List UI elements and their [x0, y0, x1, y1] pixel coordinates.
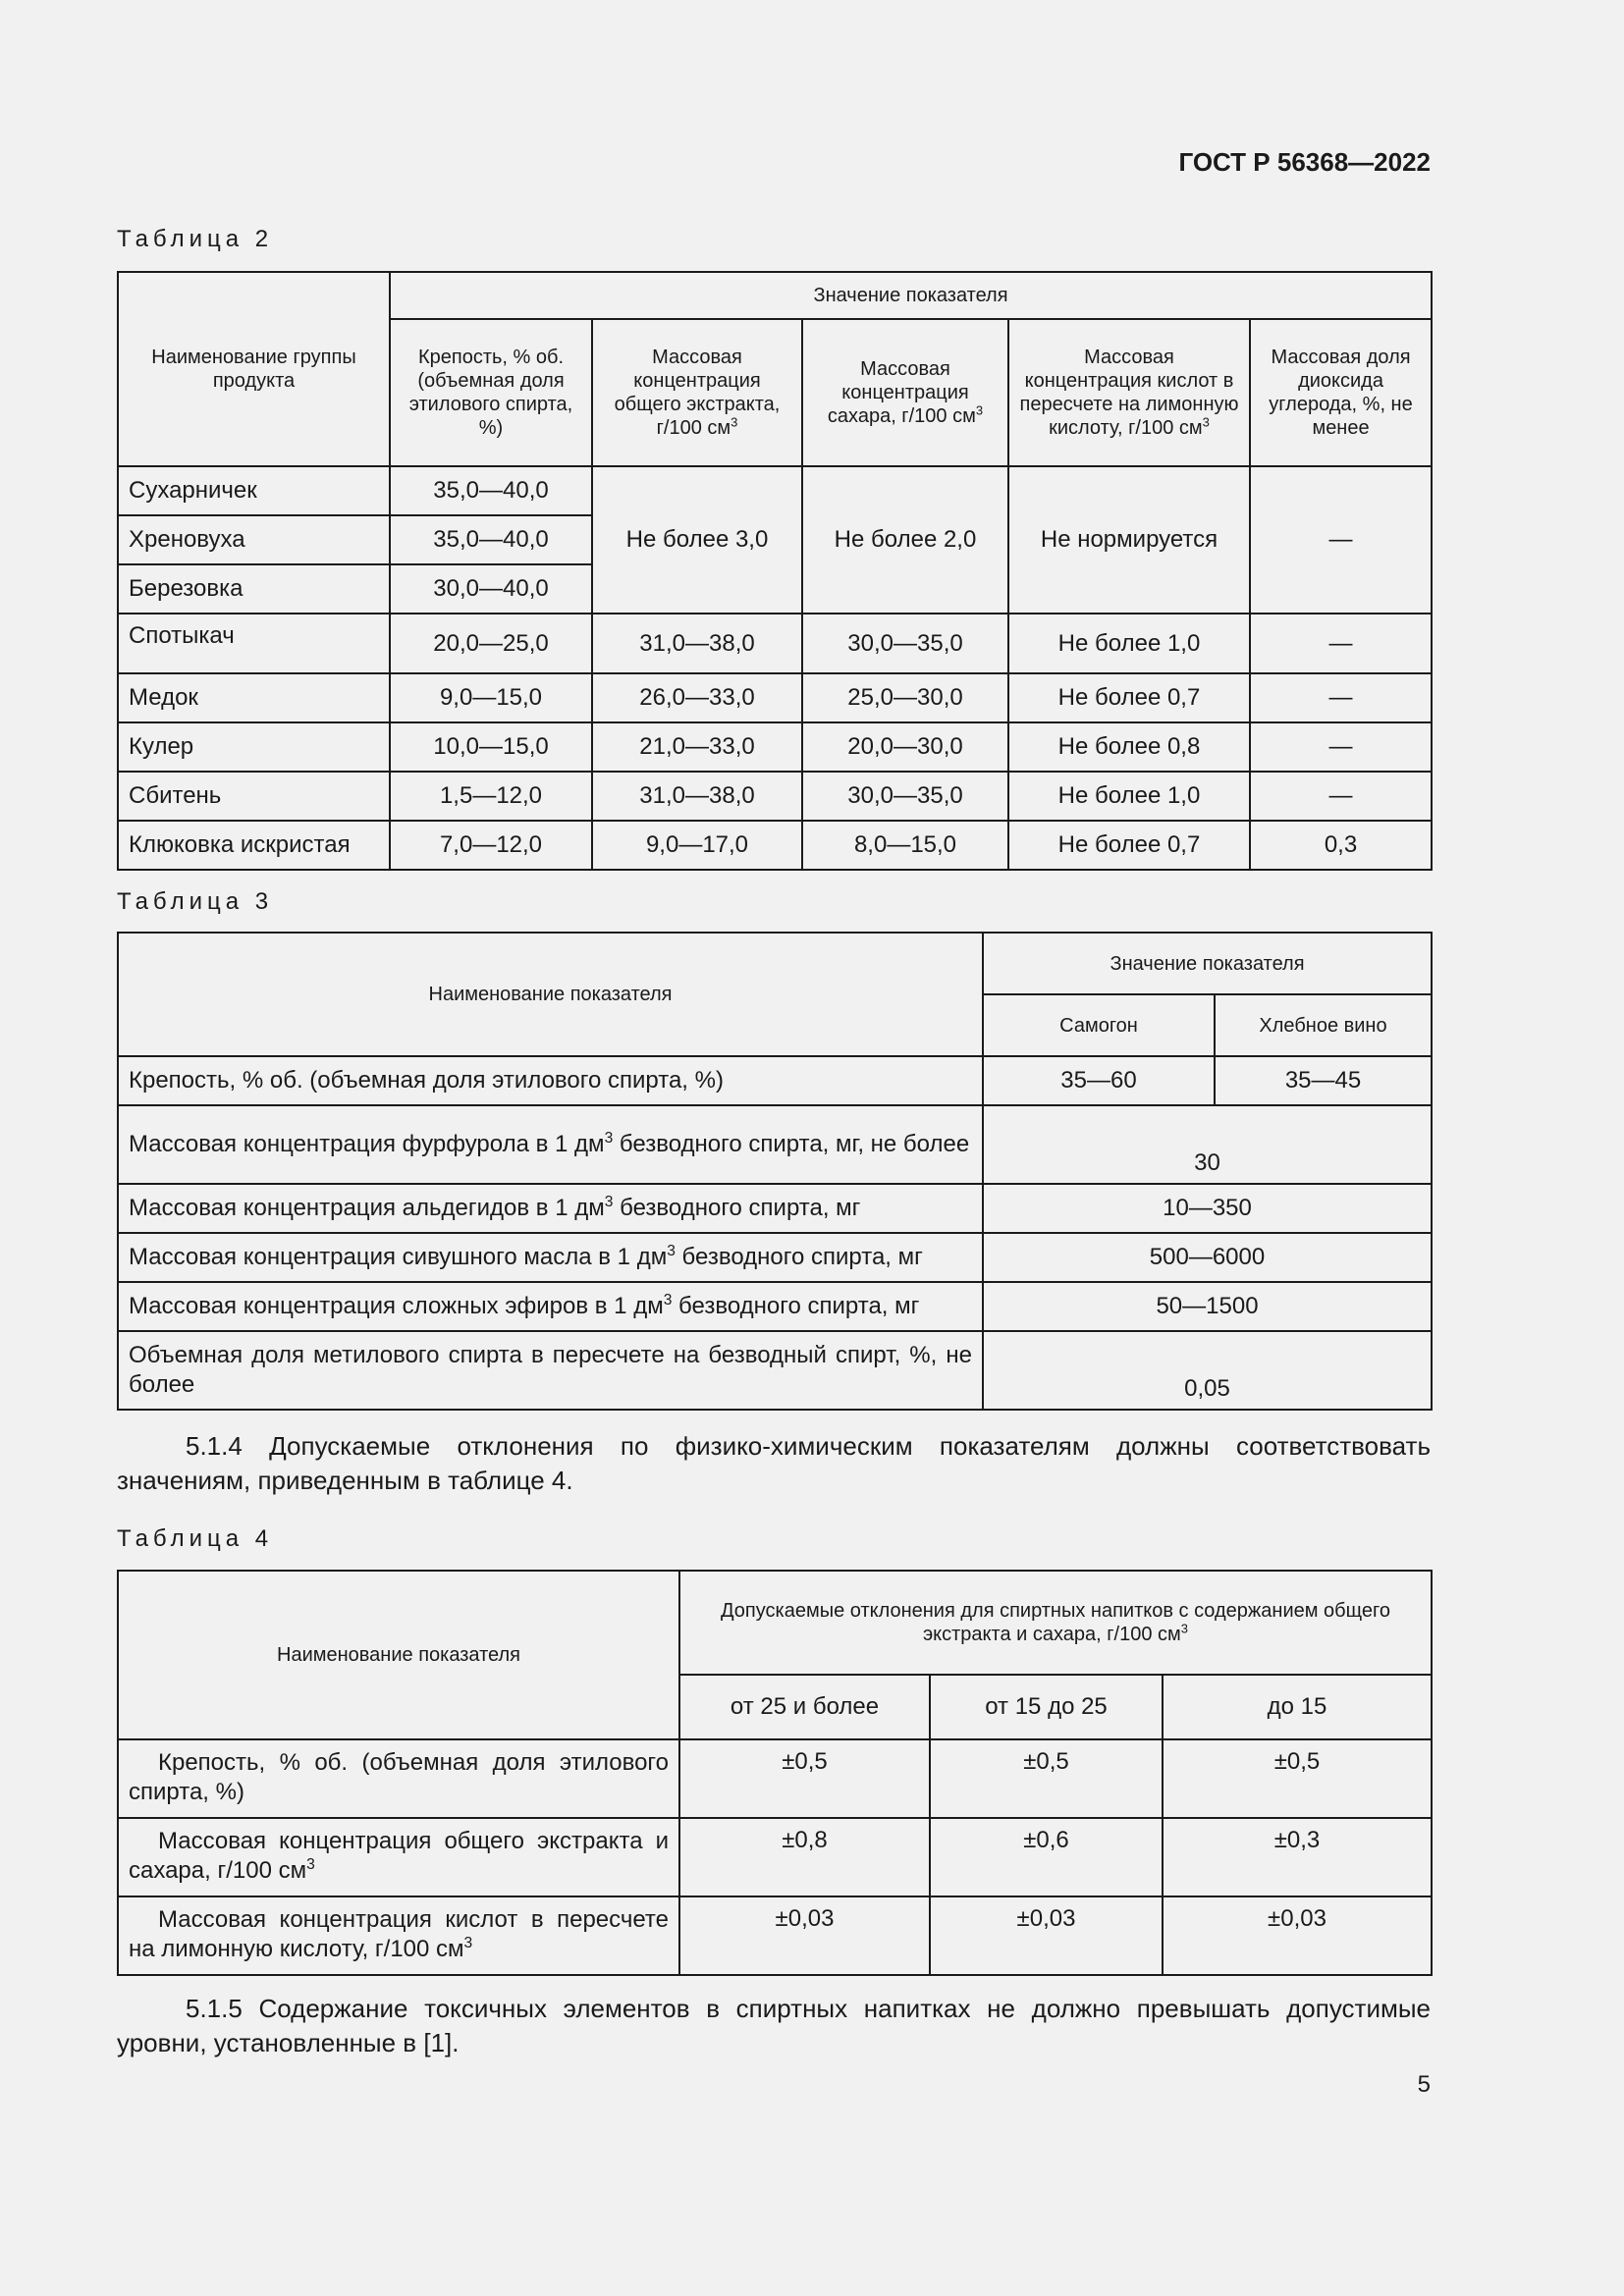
- t2-group-header: Наименование группы продукта: [118, 272, 390, 466]
- t3-indicator-name: Объемная доля метилового спирта в пересчете на безводный спирт, %, не более: [118, 1331, 983, 1410]
- table-row: [118, 1331, 1432, 1410]
- t4-v2: ±0,6: [930, 1818, 1163, 1896]
- t4-v3: ±0,5: [1163, 1739, 1432, 1818]
- t4-col-25-plus: от 25 и более: [679, 1675, 930, 1739]
- t2-extract: 9,0—17,0: [592, 821, 802, 870]
- t2-merged-extract: Не более 3,0: [592, 466, 802, 614]
- t4-v3: ±0,03: [1163, 1896, 1432, 1975]
- t4-col-15-25: от 15 до 25: [930, 1675, 1163, 1739]
- t2-product-name: Сухарничек: [118, 466, 390, 515]
- t3-wine-value: 35—45: [1215, 1056, 1432, 1105]
- t2-co2: —: [1250, 673, 1432, 722]
- table-row: [118, 466, 1432, 515]
- t2-co2: —: [1250, 772, 1432, 821]
- t2-acid: Не более 0,7: [1008, 673, 1250, 722]
- t3-indicator-name: Массовая концентрация сложных эфиров в 1 $дм^3$ безводного спирта, мг: [118, 1282, 983, 1331]
- table4-caption: Таблица 4: [117, 1525, 274, 1552]
- t3-indicator-name: Массовая концентрация сивушного масла в 1 $дм^3$ безводного спирта, мг: [118, 1233, 983, 1282]
- t2-sugar: 25,0—30,0: [802, 673, 1008, 722]
- t3-samogon-value: 35—60: [983, 1056, 1215, 1105]
- t2-sugar: 20,0—30,0: [802, 722, 1008, 772]
- table-row: [118, 1233, 1432, 1282]
- t2-col-strength: Крепость, % об. (объемная доля этилового спирта, %): [390, 319, 592, 466]
- t2-acid: Не более 0,8: [1008, 722, 1250, 772]
- t2-product-name: Спотыкач: [118, 614, 390, 673]
- t3-col-wine: Хлебное вино: [1215, 994, 1432, 1056]
- t2-strength: 35,0—40,0: [390, 466, 592, 515]
- t4-indicator-name: Массовая концентрация общего экстракта и сахара, г/100 $см^3$: [118, 1818, 679, 1896]
- t3-indicator-name: Массовая концентрация альдегидов в 1 $дм^3$ безводного спирта, мг: [118, 1184, 983, 1233]
- table-row: [118, 1184, 1432, 1233]
- t2-col-acid: Массовая концентрация кислот в пересчете на лимонную кислоту, г/100 $см^3$: [1008, 319, 1250, 466]
- table-row: [118, 1818, 1432, 1896]
- table3-caption: Таблица 3: [117, 888, 274, 915]
- t2-strength: 9,0—15,0: [390, 673, 592, 722]
- t2-co2: —: [1250, 722, 1432, 772]
- t2-merged-sugar: Не более 2,0: [802, 466, 1008, 614]
- t2-product-name: Хреновуха: [118, 515, 390, 564]
- document-code: ГОСТ Р 56368—2022: [1178, 147, 1431, 177]
- table-row: [118, 772, 1432, 821]
- t2-product-name: Медок: [118, 673, 390, 722]
- t2-co2: 0,3: [1250, 821, 1432, 870]
- t2-col-extract: Массовая концентрация общего экстракта, г/100 $см^3$: [592, 319, 802, 466]
- t4-indicator-name: Массовая концентрация кислот в пересчете на лимонную кислоту, г/100 $см^3$: [118, 1896, 679, 1975]
- t2-strength: 30,0—40,0: [390, 564, 592, 614]
- t2-extract: 31,0—38,0: [592, 772, 802, 821]
- t2-sugar: 30,0—35,0: [802, 614, 1008, 673]
- t4-col-under-15: до 15: [1163, 1675, 1432, 1739]
- t2-strength: 20,0—25,0: [390, 614, 592, 673]
- t4-name-header: Наименование показателя: [118, 1571, 679, 1739]
- t4-v3: ±0,3: [1163, 1818, 1432, 1896]
- t2-merged-acid: Не нормируется: [1008, 466, 1250, 614]
- t3-value: 500—6000: [983, 1233, 1432, 1282]
- table-2: [117, 271, 1433, 871]
- t2-acid: Не более 1,0: [1008, 614, 1250, 673]
- table-row: [118, 1739, 1432, 1818]
- table-row: [118, 1896, 1432, 1975]
- t4-deviation-header: Допускаемые отклонения для спиртных напитков с содержанием общего экстракта и сахара, г/100 $см^3$: [679, 1571, 1432, 1675]
- t3-value: 10—350: [983, 1184, 1432, 1233]
- t2-strength: 7,0—12,0: [390, 821, 592, 870]
- t3-name-header: Наименование показателя: [118, 933, 983, 1056]
- t3-indicator-name: Массовая концентрация фурфурола в 1 $дм^3$ безводного спирта, мг, не более: [118, 1105, 983, 1184]
- t2-extract: 26,0—33,0: [592, 673, 802, 722]
- table2-caption: Таблица 2: [117, 226, 274, 252]
- table-4: [117, 1570, 1433, 1976]
- t2-product-name: Клюковка искристая: [118, 821, 390, 870]
- table-row: [118, 673, 1432, 722]
- t2-product-name: Березовка: [118, 564, 390, 614]
- t2-product-name: Сбитень: [118, 772, 390, 821]
- table-row: [118, 1282, 1432, 1331]
- t2-acid: Не более 1,0: [1008, 772, 1250, 821]
- t3-value: 30: [983, 1105, 1432, 1184]
- table-3: [117, 932, 1433, 1411]
- t2-strength: 10,0—15,0: [390, 722, 592, 772]
- t3-value-header: Значение показателя: [983, 933, 1432, 994]
- paragraph-5-1-4: 5.1.4 Допускаемые отклонения по физико-химическим показателям должны соответствовать значениям, приведенным в таблице 4.: [117, 1431, 1431, 1495]
- t2-sugar: 8,0—15,0: [802, 821, 1008, 870]
- t2-col-sugar: Массовая концентрация сахара, г/100 $см^3$: [802, 319, 1008, 466]
- table-row: [118, 722, 1432, 772]
- t3-indicator-name: Крепость, % об. (объемная доля этилового спирта, %): [118, 1056, 983, 1105]
- table-row: [118, 1056, 1432, 1105]
- table-row: [118, 614, 1432, 673]
- t4-v1: ±0,8: [679, 1818, 930, 1896]
- t4-indicator-name: Крепость, % об. (объемная доля этилового спирта, %): [118, 1739, 679, 1818]
- t2-strength: 35,0—40,0: [390, 515, 592, 564]
- table-row: [118, 1105, 1432, 1184]
- t2-co2: —: [1250, 614, 1432, 673]
- paragraph-5-1-5: 5.1.5 Содержание токсичных элементов в спиртных напитках не должно превышать допустимые уровни, установленные в [1].: [117, 1994, 1431, 2057]
- table-row: [118, 821, 1432, 870]
- t2-extract: 21,0—33,0: [592, 722, 802, 772]
- t4-v2: ±0,5: [930, 1739, 1163, 1818]
- t4-v1: ±0,03: [679, 1896, 930, 1975]
- t2-acid: Не более 0,7: [1008, 821, 1250, 870]
- t2-sugar: 30,0—35,0: [802, 772, 1008, 821]
- t4-v2: ±0,03: [930, 1896, 1163, 1975]
- page-number: 5: [1417, 2071, 1431, 2098]
- t2-product-name: Кулер: [118, 722, 390, 772]
- t2-strength: 1,5—12,0: [390, 772, 592, 821]
- t2-merged-co2: —: [1250, 466, 1432, 614]
- t4-v1: ±0,5: [679, 1739, 930, 1818]
- t2-extract: 31,0—38,0: [592, 614, 802, 673]
- t3-value: 0,05: [983, 1331, 1432, 1410]
- t3-value: 50—1500: [983, 1282, 1432, 1331]
- t2-col-co2: Массовая доля диоксида углерода, %, не менее: [1250, 319, 1432, 466]
- t2-value-header: Значение показателя: [390, 272, 1432, 319]
- t3-col-samogon: Самогон: [983, 994, 1215, 1056]
